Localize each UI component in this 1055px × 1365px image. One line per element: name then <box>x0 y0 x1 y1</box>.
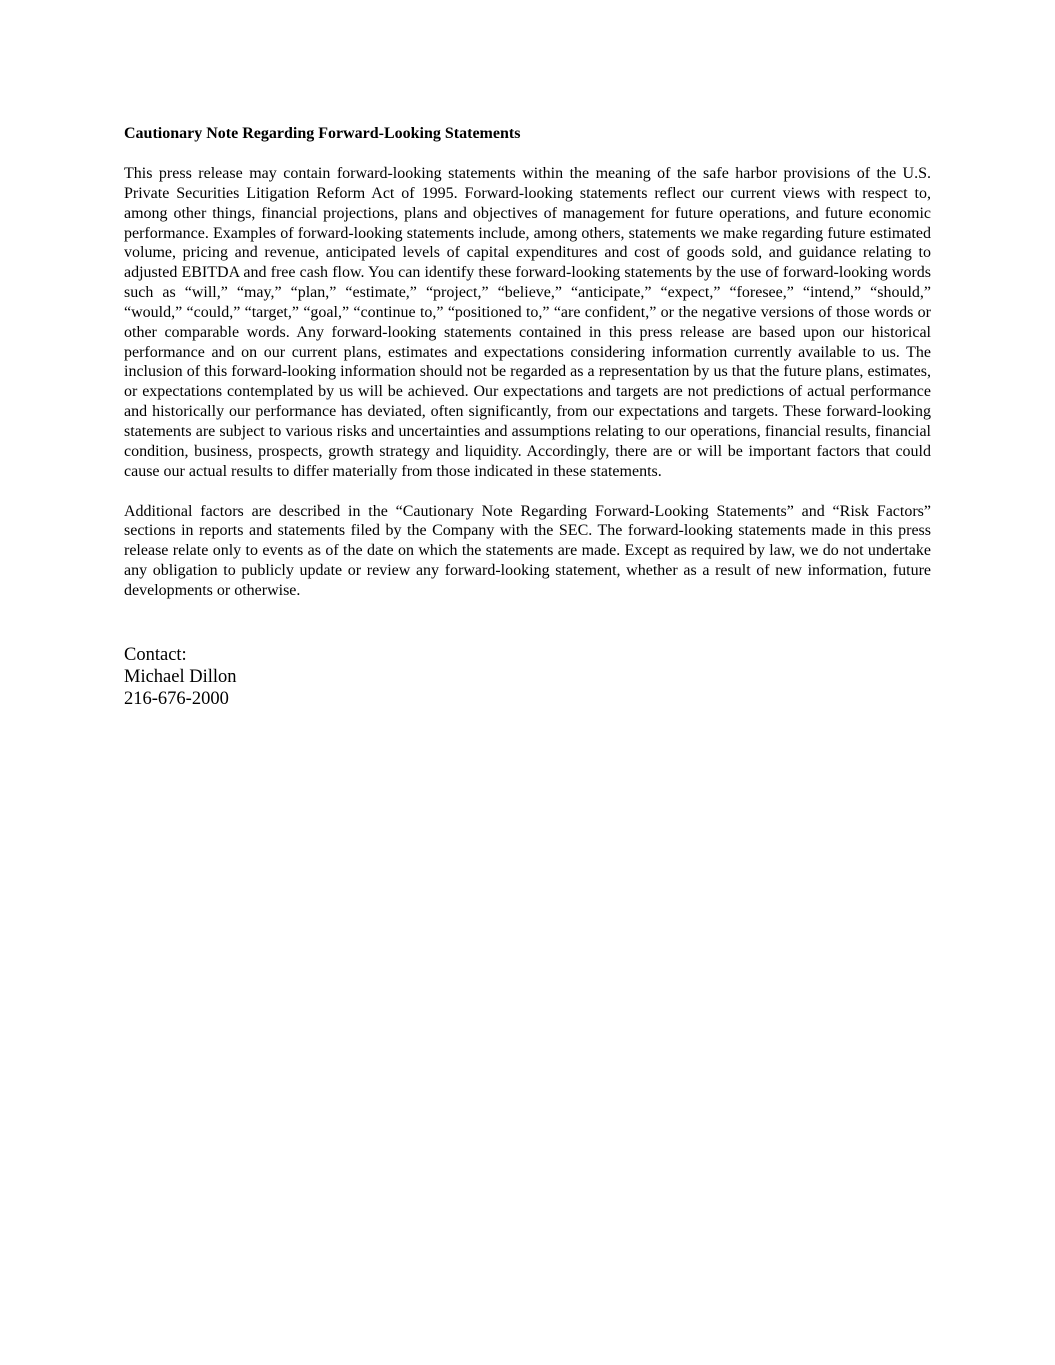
section-heading: Cautionary Note Regarding Forward-Looking Statements <box>124 125 521 142</box>
contact-block <box>124 644 931 710</box>
contact-phone: 216-676-2000 <box>124 688 229 709</box>
document-page <box>124 124 931 710</box>
forward-looking-paragraph: This press release may contain forward-looking statements within the meaning of the safe harbor provisions of the U.S. Private Securities Litigation Reform Act of 1995. Forward-looking statements reflect our current views with respect to, among other things, financial projections, plans and objectives of management for future operations, and future economic performance. Examples of forward-looking statements include, among others, statements we make regarding future estimated volume, pricing and revenue, anticipated levels of capital expenditures and cost of goods sold, and guidance relating to adjusted EBITDA and free cash flow. You can identify these forward-looking statements by the use of forward-looking words such as “will,” “may,” “plan,” “estimate,” “project,” “believe,” “anticipate,” “expect,” “foresee,” “intend,” “should,” “would,” “could,” “target,” “goal,” “continue to,” “positioned to,” “are confident,” or the negative versions of those words or other comparable words. Any forward-looking statements contained in this press release are based upon our historical performance and on our current plans, estimates and expectations considering information currently available to us. The inclusion of this forward-looking information should not be regarded as a representation by us that the future plans, estimates, or expectations contemplated by us will be achieved. Our expectations and targets are not predictions of actual performance and historically our performance has deviated, often significantly, from our expectations and targets. These forward-looking statements are subject to various risks and uncertainties and assumptions relating to our operations, financial results, financial condition, business, prospects, growth strategy and liquidity. Accordingly, there are or will be important factors that could cause our actual results to differ materially from those indicated in these statements. <box>124 165 931 480</box>
contact-name: Michael Dillon <box>124 666 237 687</box>
additional-factors-paragraph: Additional factors are described in the “Cautionary Note Regarding Forward-Looking Statements” and “Risk Factors” sections in reports and statements filed by the Company with the SEC. The forward-looking statements made in this press release relate only to events as of the date on which the statements are made. Except as required by law, we do not undertake any obligation to publicly update or review any forward-looking statement, whether as a result of new information, future developments or otherwise. <box>124 502 931 599</box>
contact-label: Contact: <box>124 644 187 665</box>
